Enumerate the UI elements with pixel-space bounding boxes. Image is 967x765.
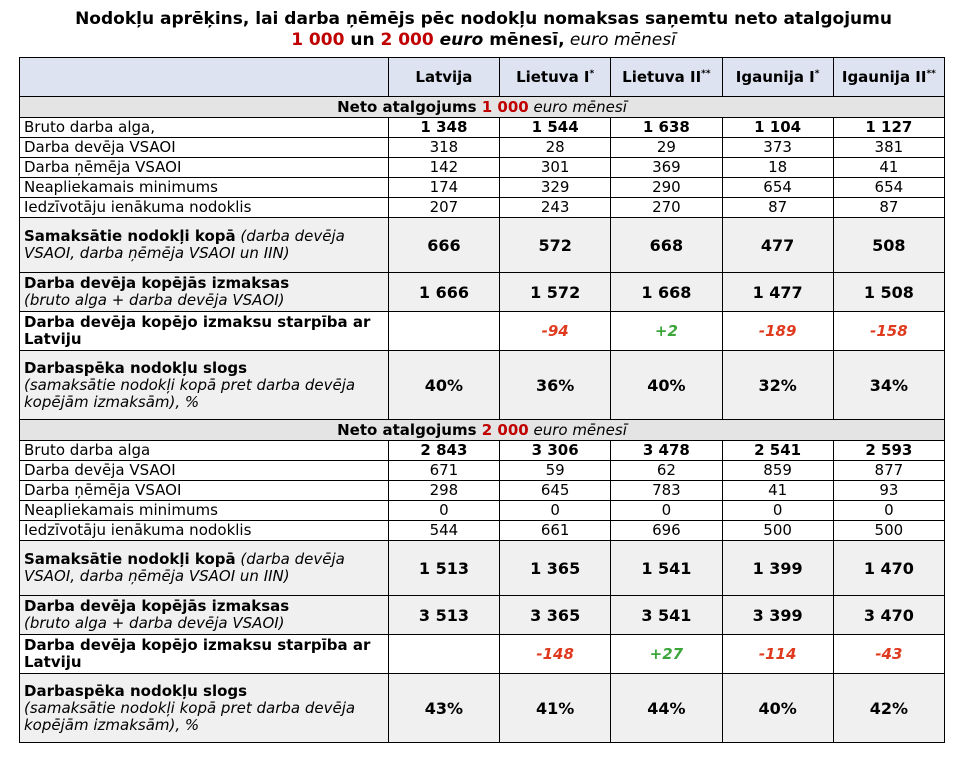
value-cell: 34% <box>833 351 944 420</box>
value-cell: 42% <box>833 674 944 743</box>
value-cell: 290 <box>611 178 722 198</box>
value-cell: 1 668 <box>611 273 722 312</box>
value-cell: 207 <box>388 198 499 218</box>
value-cell: 87 <box>722 198 833 218</box>
column-header: Lietuva I* <box>500 58 611 97</box>
value-cell: 41 <box>722 481 833 501</box>
difference-cell <box>388 635 499 674</box>
value-cell: 41 <box>833 158 944 178</box>
value-cell: 1 572 <box>500 273 611 312</box>
title-tail: euro mēnesī <box>564 30 676 50</box>
value-cell: 87 <box>833 198 944 218</box>
value-cell: 381 <box>833 138 944 158</box>
value-cell: 2 541 <box>722 441 833 461</box>
difference-row <box>20 635 945 674</box>
value-cell: 2 843 <box>388 441 499 461</box>
value-cell: 0 <box>722 501 833 521</box>
value-cell: 270 <box>611 198 722 218</box>
value-cell: 696 <box>611 521 722 541</box>
table-row <box>20 158 945 178</box>
table-row <box>20 198 945 218</box>
difference-cell <box>388 312 499 351</box>
section-heading: Neto atalgojums 1 000 euro mēnesī <box>20 97 945 118</box>
column-header: Lietuva II** <box>611 58 722 97</box>
table-row <box>20 596 945 635</box>
value-cell: 36% <box>500 351 611 420</box>
table-row <box>20 441 945 461</box>
row-label: Samaksātie nodokļi kopā (darba devēja VSAOI, darba ņēmēja VSAOI un IIN) <box>20 218 389 273</box>
row-label: Iedzīvotāju ienākuma nodoklis <box>20 198 389 218</box>
value-cell: 43% <box>388 674 499 743</box>
table-row <box>20 273 945 312</box>
title-line-2 <box>0 30 967 51</box>
value-cell: 1 104 <box>722 118 833 138</box>
table-row <box>20 501 945 521</box>
value-cell: 369 <box>611 158 722 178</box>
row-label: Samaksātie nodokļi kopā (darba devēja VSAOI, darba ņēmēja VSAOI un IIN) <box>20 541 389 596</box>
row-label: Neapliekamais minimums <box>20 501 389 521</box>
value-cell: 0 <box>500 501 611 521</box>
tax-burden-row <box>20 351 945 420</box>
section-heading: Neto atalgojums 2 000 euro mēnesī <box>20 420 945 441</box>
difference-cell: -189 <box>722 312 833 351</box>
difference-row <box>20 312 945 351</box>
row-label: Darba devēja VSAOI <box>20 138 389 158</box>
tax-comparison-table <box>19 57 945 743</box>
tax-burden-row <box>20 674 945 743</box>
value-cell: 44% <box>611 674 722 743</box>
value-cell: 668 <box>611 218 722 273</box>
title-line-1: Nodokļu aprēķins, lai darba ņēmējs pēc nodokļu nomaksas saņemtu neto atalgojumu <box>75 9 892 29</box>
value-cell: 783 <box>611 481 722 501</box>
value-cell: 1 470 <box>833 541 944 596</box>
title-menesi: mēnesī, <box>483 30 565 50</box>
row-label: Darba devēja kopējās izmaksas (bruto alga + darba devēja VSAOI) <box>20 273 389 312</box>
difference-cell: +27 <box>611 635 722 674</box>
table-row <box>20 481 945 501</box>
value-cell: 477 <box>722 218 833 273</box>
value-cell: 3 513 <box>388 596 499 635</box>
value-cell: 0 <box>388 501 499 521</box>
value-cell: 40% <box>388 351 499 420</box>
value-cell: 654 <box>722 178 833 198</box>
row-label: Darba ņēmēja VSAOI <box>20 158 389 178</box>
title-and: un <box>344 30 381 50</box>
table-row <box>20 461 945 481</box>
value-cell: 1 365 <box>500 541 611 596</box>
value-cell: 661 <box>500 521 611 541</box>
value-cell: 93 <box>833 481 944 501</box>
value-cell: 1 666 <box>388 273 499 312</box>
value-cell: 3 541 <box>611 596 722 635</box>
value-cell: 500 <box>722 521 833 541</box>
section-heading-row <box>20 97 945 118</box>
row-label: Darbaspēka nodokļu slogs (samaksātie nodokļi kopā pret darba devēja kopējām izmaksām), % <box>20 674 389 743</box>
value-cell: 3 478 <box>611 441 722 461</box>
row-label: Darba devēja kopējās izmaksas (bruto alga + darba devēja VSAOI) <box>20 596 389 635</box>
value-cell: 3 306 <box>500 441 611 461</box>
table-row <box>20 138 945 158</box>
difference-cell: -94 <box>500 312 611 351</box>
value-cell: 373 <box>722 138 833 158</box>
value-cell: 500 <box>833 521 944 541</box>
value-cell: 877 <box>833 461 944 481</box>
column-header: Igaunija I* <box>722 58 833 97</box>
header-row <box>20 58 945 97</box>
value-cell: 62 <box>611 461 722 481</box>
row-label: Darba devēja VSAOI <box>20 461 389 481</box>
value-cell: 41% <box>500 674 611 743</box>
value-cell: 329 <box>500 178 611 198</box>
value-cell: 40% <box>722 674 833 743</box>
value-cell: 1 508 <box>833 273 944 312</box>
row-label: Bruto darba alga, <box>20 118 389 138</box>
table-row <box>20 118 945 138</box>
value-cell: 859 <box>722 461 833 481</box>
value-cell: 59 <box>500 461 611 481</box>
table-row <box>20 541 945 596</box>
value-cell: 1 638 <box>611 118 722 138</box>
row-label: Darba devēja kopējo izmaksu starpība ar Latviju <box>20 312 389 351</box>
table-row <box>20 521 945 541</box>
value-cell: 544 <box>388 521 499 541</box>
table-row <box>20 218 945 273</box>
value-cell: 645 <box>500 481 611 501</box>
value-cell: 0 <box>833 501 944 521</box>
value-cell: 1 541 <box>611 541 722 596</box>
column-header: Igaunija II** <box>833 58 944 97</box>
value-cell: 3 399 <box>722 596 833 635</box>
difference-cell: -148 <box>500 635 611 674</box>
value-cell: 1 544 <box>500 118 611 138</box>
row-label: Iedzīvotāju ienākuma nodoklis <box>20 521 389 541</box>
header-empty-cell <box>20 58 389 97</box>
value-cell: 298 <box>388 481 499 501</box>
title-euro: euro <box>433 30 484 50</box>
value-cell: 1 348 <box>388 118 499 138</box>
value-cell: 40% <box>611 351 722 420</box>
value-cell: 572 <box>500 218 611 273</box>
difference-cell: -158 <box>833 312 944 351</box>
row-label: Darba ņēmēja VSAOI <box>20 481 389 501</box>
value-cell: 1 477 <box>722 273 833 312</box>
value-cell: 28 <box>500 138 611 158</box>
value-cell: 301 <box>500 158 611 178</box>
row-label: Darbaspēka nodokļu slogs (samaksātie nodokļi kopā pret darba devēja kopējām izmaksām), % <box>20 351 389 420</box>
value-cell: 0 <box>611 501 722 521</box>
value-cell: 1 399 <box>722 541 833 596</box>
value-cell: 508 <box>833 218 944 273</box>
table-row <box>20 178 945 198</box>
value-cell: 1 127 <box>833 118 944 138</box>
title-amount-1: 1 000 <box>291 30 345 50</box>
difference-cell: -114 <box>722 635 833 674</box>
value-cell: 3 470 <box>833 596 944 635</box>
value-cell: 29 <box>611 138 722 158</box>
value-cell: 32% <box>722 351 833 420</box>
value-cell: 142 <box>388 158 499 178</box>
row-label: Bruto darba alga <box>20 441 389 461</box>
value-cell: 243 <box>500 198 611 218</box>
value-cell: 654 <box>833 178 944 198</box>
value-cell: 666 <box>388 218 499 273</box>
value-cell: 174 <box>388 178 499 198</box>
row-label: Neapliekamais minimums <box>20 178 389 198</box>
value-cell: 1 513 <box>388 541 499 596</box>
value-cell: 3 365 <box>500 596 611 635</box>
page-title <box>0 0 967 51</box>
value-cell: 671 <box>388 461 499 481</box>
difference-cell: +2 <box>611 312 722 351</box>
section-heading-row <box>20 420 945 441</box>
difference-cell: -43 <box>833 635 944 674</box>
value-cell: 318 <box>388 138 499 158</box>
column-header: Latvija <box>388 58 499 97</box>
row-label: Darba devēja kopējo izmaksu starpība ar Latviju <box>20 635 389 674</box>
title-amount-2: 2 000 <box>380 30 434 50</box>
value-cell: 2 593 <box>833 441 944 461</box>
value-cell: 18 <box>722 158 833 178</box>
